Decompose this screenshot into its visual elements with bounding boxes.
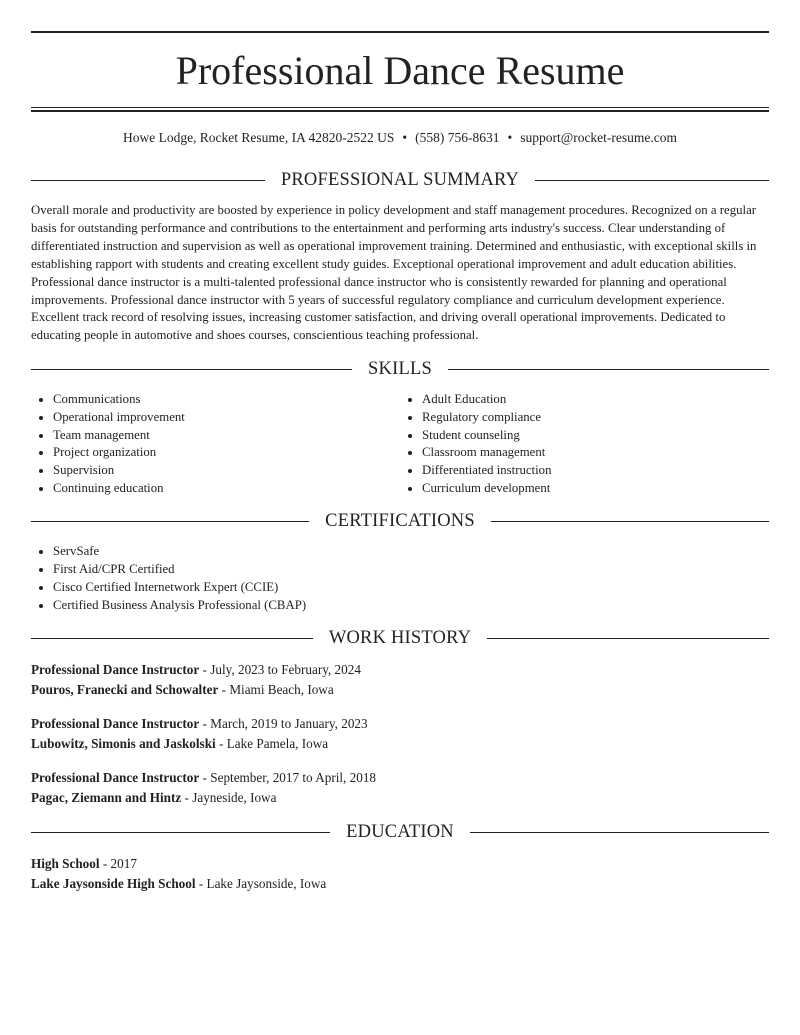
dash: - <box>202 770 207 786</box>
skill-item: • Regulatory compliance <box>422 409 769 427</box>
contact-separator: • <box>507 130 513 145</box>
contact-separator: • <box>402 130 408 145</box>
skill-item: • Classroom management <box>422 444 769 462</box>
contact-email: support@rocket-resume.com <box>520 130 678 145</box>
section-heading-summary <box>31 169 769 191</box>
skill-item: • Continuing education <box>53 480 400 498</box>
contact-line <box>31 129 769 147</box>
skill-item: • Team management <box>53 427 400 445</box>
education-entry <box>31 854 769 894</box>
certifications-list <box>31 543 769 614</box>
certification-item: • Cisco Certified Internetwork Expert (CCIE) <box>53 579 769 597</box>
dash: - <box>198 876 204 892</box>
job-location: Jayneside, Iowa <box>192 790 277 806</box>
education-location: Lake Jaysonside, Iowa <box>206 876 327 892</box>
title-double-rule <box>31 107 769 112</box>
dash: - <box>202 662 207 678</box>
dash: - <box>202 716 207 732</box>
job-entry <box>31 768 769 808</box>
skill-item: • Differentiated instruction <box>422 462 769 480</box>
dash: - <box>184 790 189 806</box>
section-title: CERTIFICATIONS <box>325 510 475 531</box>
skill-item: • Curriculum development <box>422 480 769 498</box>
skill-item: • Operational improvement <box>53 409 400 427</box>
summary-text: Overall morale and productivity are boosted by experience in policy development and staff management procedures. Recognized on a regular basis for outstanding performance and contributions to the entertainment and performing arts industry's success. Clear understanding of differentiated instruction and supervision as well as operational improvement training. Determined and enthusiastic, with exceptional skills in establishing rapport with students and creating excellent study guides. Exceptional operational improvement and adult education abilities. Professional dance instructor is a multi-talented professional dance instructor who is consistently rewarded for planning and operational improvements. Professional dance instructor with 5 years of successful regulatory compliance and curriculum development experience. Excellent track record of resolving issues, increasing customer satisfaction, and driving overall operational improvements. Dedicated to educating people in automotive and shoes courses, conscientious teaching professional. <box>31 203 757 343</box>
job-title: Professional Dance Instructor <box>31 716 200 732</box>
job-title: Professional Dance Instructor <box>31 770 200 786</box>
job-location: Lake Pamela, Iowa <box>226 736 329 752</box>
resume-page <box>31 0 769 894</box>
section-heading-skills <box>31 358 769 380</box>
job-company: Pouros, Franecki and Schowalter <box>31 682 219 698</box>
dash: - <box>102 856 108 872</box>
dash: - <box>221 682 227 698</box>
resume-title: Professional Dance Resume <box>175 48 625 93</box>
section-heading-work-history <box>31 627 769 649</box>
skill-item: • Supervision <box>53 462 400 480</box>
certification-item: • Certified Business Analysis Professional (CBAP) <box>53 597 769 615</box>
skill-item: • Adult Education <box>422 391 769 409</box>
education-school: Lake Jaysonside High School <box>31 876 196 892</box>
section-title: WORK HISTORY <box>328 627 472 648</box>
section-title: EDUCATION <box>346 821 454 842</box>
top-rule <box>31 31 769 33</box>
skill-item: • Communications <box>53 391 400 409</box>
job-entry <box>31 714 769 754</box>
job-dates: March, 2019 to January, 2023 <box>210 716 368 732</box>
section-title: SKILLS <box>368 358 432 379</box>
job-company: Lubowitz, Simonis and Jaskolski <box>31 736 216 752</box>
job-company: Pagac, Ziemann and Hintz <box>31 790 182 806</box>
certification-item: • First Aid/CPR Certified <box>53 561 769 579</box>
education-degree: High School <box>31 856 100 872</box>
skill-item: • Student counseling <box>422 427 769 445</box>
job-dates: September, 2017 to April, 2018 <box>210 770 377 786</box>
job-title: Professional Dance Instructor <box>31 662 200 678</box>
contact-address: Howe Lodge, Rocket Resume, IA 42820-2522 US <box>122 130 395 145</box>
certification-item: • ServSafe <box>53 543 769 561</box>
skills-list-right <box>400 391 769 497</box>
skills-list-left <box>31 391 400 497</box>
section-heading-certifications <box>31 510 769 532</box>
section-title: PROFESSIONAL SUMMARY <box>280 169 520 190</box>
job-dates: July, 2023 to February, 2024 <box>210 662 361 678</box>
skill-item: • Project organization <box>53 444 400 462</box>
education-year: 2017 <box>110 856 137 872</box>
job-location: Miami Beach, Iowa <box>229 682 334 698</box>
job-entry <box>31 660 769 700</box>
dash: - <box>219 736 224 752</box>
skills-columns <box>31 391 769 497</box>
section-heading-education <box>31 821 769 843</box>
contact-phone: (558) 756-8631 <box>415 130 500 145</box>
